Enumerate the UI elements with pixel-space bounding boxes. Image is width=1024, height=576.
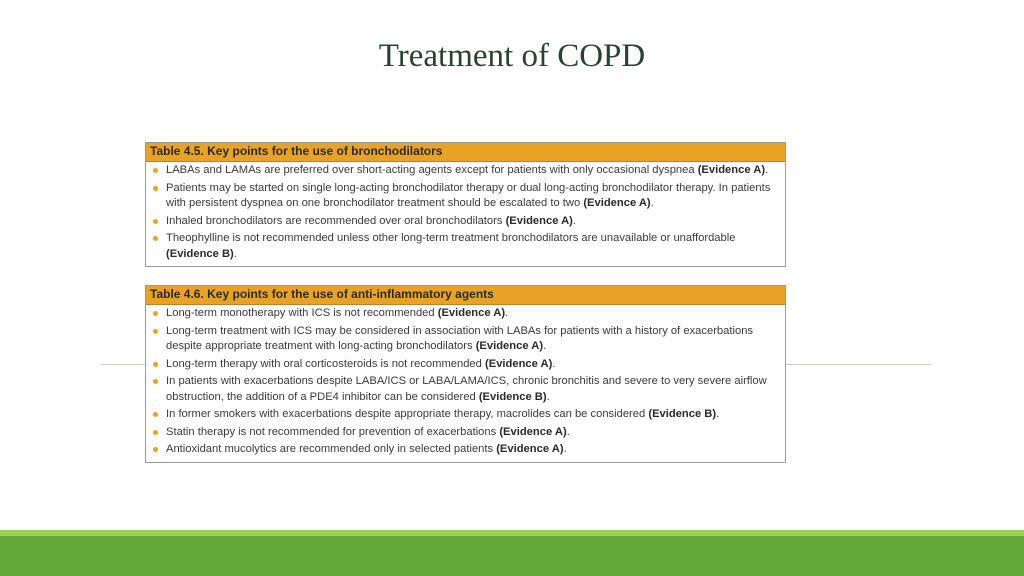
evidence-label: (Evidence A)	[583, 197, 651, 209]
table-4-6-item: Antioxidant mucolytics are recommended only in selected patients (Evidence A).	[150, 442, 781, 458]
table-4-5-heading: Table 4.5. Key points for the use of bronchodilators	[146, 143, 785, 162]
table-4-6-heading: Table 4.6. Key points for the use of anti-inflammatory agents	[146, 286, 785, 305]
table-4-6-item: In former smokers with exacerbations despite appropriate therapy, macrolides can be considered (Evidence B).	[150, 407, 781, 423]
table-4-5-item: Patients may be started on single long-acting bronchodilator therapy or dual long-acting bronchodilator therapy. In patients with persistent dyspnea on one bronchodilator treatment should be escalated to two (Evidence A).	[150, 181, 781, 212]
evidence-label: (Evidence A)	[697, 164, 766, 176]
table-4-5-item: LABAs and LAMAs are preferred over short-acting agents except for patients with only occasional dyspnea (Evidence A).	[150, 163, 781, 179]
divider-line-right	[784, 364, 931, 365]
table-4-5-item: Theophylline is not recommended unless other long-term treatment bronchodilators are unavailable or unaffordable (Evidence B).	[150, 231, 781, 262]
evidence-label: (Evidence A)	[475, 340, 544, 352]
evidence-label: (Evidence A)	[505, 214, 573, 227]
evidence-label: (Evidence A)	[499, 425, 567, 438]
table-4-5-item: Inhaled bronchodilators are recommended over oral bronchodilators (Evidence A).	[150, 214, 781, 230]
table-4-6-item: Statin therapy is not recommended for prevention of exacerbations (Evidence A).	[150, 425, 781, 441]
slide-title: Treatment of COPD	[378, 38, 646, 74]
evidence-label: (Evidence A)	[437, 307, 506, 319]
table-4-6-item: Long-term treatment with ICS may be considered in association with LABAs for patients with a history of exacerbations despite appropriate treatment with long-acting bronchodilators (Evidence A).	[150, 324, 781, 355]
table-4-5	[145, 142, 786, 267]
table-4-6-item: In patients with exacerbations despite LABA/ICS or LABA/LAMA/ICS, chronic bronchitis and severe to very severe airflow obstruction, the addition of a PDE4 inhibitor can be considered (Evidence B).	[150, 374, 781, 405]
table-4-6-body	[146, 306, 785, 462]
footer-band	[0, 536, 1024, 576]
table-4-6-item: Long-term monotherapy with ICS is not recommended (Evidence A).	[150, 306, 781, 322]
evidence-label: (Evidence A)	[496, 443, 564, 455]
table-4-6-item: Long-term therapy with oral corticosteroids is not recommended (Evidence A).	[150, 357, 781, 373]
divider-line-left	[100, 364, 146, 365]
table-4-5-body	[146, 163, 785, 266]
evidence-label: (Evidence A)	[485, 357, 553, 370]
table-4-6	[145, 285, 786, 463]
evidence-label: (Evidence B)	[166, 247, 234, 260]
evidence-label: (Evidence B)	[478, 390, 547, 403]
evidence-label: (Evidence B)	[648, 408, 717, 420]
